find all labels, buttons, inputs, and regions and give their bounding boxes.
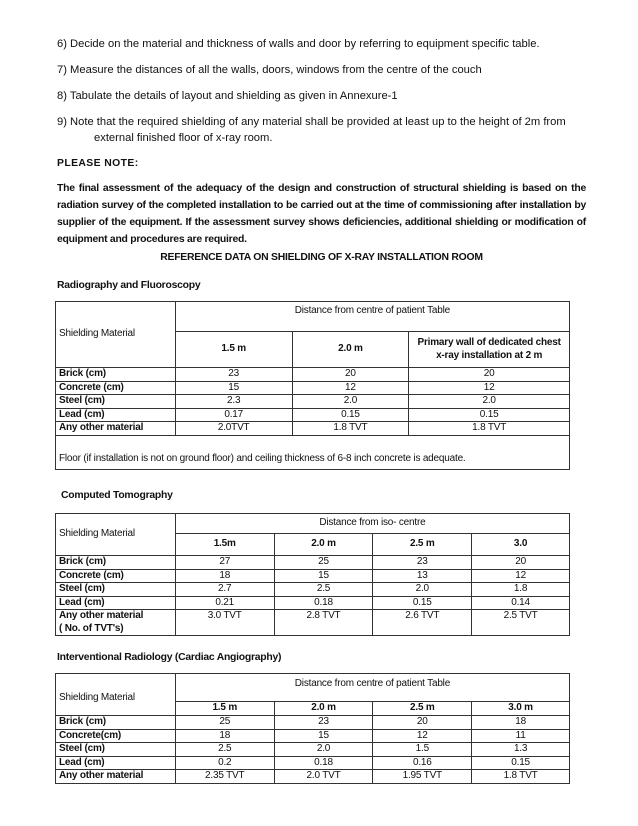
please-note-text: The final assessment of the adequacy of the design and construction of structural shielding is based on the radiation survey of the completed installation to be carried out at the time of commissioning after installation by supplier of the equipment. If the assessment survey shows deficiencies, additional shielding or modification of equipment and procedures are required. [57, 183, 586, 245]
row-label [56, 610, 176, 636]
row-label: Lead (cm) [56, 756, 176, 770]
row-label: Brick (cm) [56, 556, 176, 570]
table-cell: 0.17 [175, 408, 292, 422]
table-cell: 0.18 [274, 596, 373, 610]
distance-header: Distance from centre of patient Table [175, 302, 569, 332]
table-cell: 20 [292, 368, 409, 382]
table-cell: 0.21 [175, 596, 274, 610]
table-cell: 2.0 TVT [274, 770, 373, 784]
table-cell: 18 [175, 569, 274, 583]
point-7: 7) Measure the distances of all the walls, doors, windows from the centre of the couch [57, 64, 482, 76]
table-cell: 23 [175, 368, 292, 382]
table-cell: 2.0 [274, 743, 373, 757]
ir-title: Interventional Radiology (Cardiac Angiography) [57, 652, 282, 663]
table-cell: 1.3 [472, 743, 570, 757]
column-header: 2.5 m [373, 702, 472, 716]
row-label: Steel (cm) [56, 395, 176, 409]
table-cell: 12 [373, 729, 472, 743]
table-cell: 1.8 TVT [292, 422, 409, 436]
table-cell: 12 [409, 381, 570, 395]
table-cell: 0.15 [373, 596, 472, 610]
material-header: Shielding Material [56, 302, 176, 368]
table-cell: 20 [373, 716, 472, 730]
row-label: Lead (cm) [56, 408, 176, 422]
point-6: 6) Decide on the material and thickness of walls and door by referring to equipment specific table. [57, 38, 540, 50]
point-9 [57, 114, 586, 146]
row-label: Brick (cm) [56, 716, 176, 730]
table-cell: 12 [472, 569, 570, 583]
column-header: 2.0 m [274, 534, 373, 556]
table-cell: 1.95 TVT [373, 770, 472, 784]
table-cell: 0.15 [292, 408, 409, 422]
radiography-title: Radiography and Fluoroscopy [57, 280, 201, 291]
column-header: Primary wall of dedicated chest x-ray installation at 2 m [409, 332, 570, 368]
table-cell: 25 [274, 556, 373, 570]
table-cell: 2.0 [409, 395, 570, 409]
row-label: Lead (cm) [56, 596, 176, 610]
column-header: 1.5 m [175, 332, 292, 368]
table-cell: 25 [175, 716, 274, 730]
table-cell: 23 [274, 716, 373, 730]
row-label: Steel (cm) [56, 583, 176, 597]
column-header: 2.5 m [373, 534, 472, 556]
point-9-line1: 9) Note that the required shielding of any material shall be provided at least up to the height of 2m from [57, 116, 566, 128]
material-header: Shielding Material [56, 514, 176, 556]
please-note-heading: PLEASE NOTE: [57, 158, 139, 169]
table-cell: 15 [175, 381, 292, 395]
distance-header: Distance from iso- centre [175, 514, 569, 534]
radiography-table [55, 301, 570, 470]
column-header: 3.0 [472, 534, 570, 556]
table-cell: 2.5 [175, 743, 274, 757]
material-header: Shielding Material [56, 674, 176, 716]
table-cell: 0.14 [472, 596, 570, 610]
table-cell: 15 [274, 729, 373, 743]
column-header: 3.0 m [472, 702, 570, 716]
table-cell: 18 [175, 729, 274, 743]
table-cell: 2.0 [292, 395, 409, 409]
row-label: Steel (cm) [56, 743, 176, 757]
point-9-line2: external finished floor of x-ray room. [94, 132, 273, 144]
table-cell: 27 [175, 556, 274, 570]
column-header: 1.5m [175, 534, 274, 556]
table-cell: 2.5 [274, 583, 373, 597]
table-cell: 1.8 [472, 583, 570, 597]
table-cell: 1.8 TVT [409, 422, 570, 436]
table-cell: 20 [409, 368, 570, 382]
table-cell: 23 [373, 556, 472, 570]
table-cell: 2.5 TVT [472, 610, 570, 636]
column-header: 2.0 m [274, 702, 373, 716]
table-cell: 3.0 TVT [175, 610, 274, 636]
table-cell: 0.15 [472, 756, 570, 770]
table-cell: 20 [472, 556, 570, 570]
table-cell: 2.3 [175, 395, 292, 409]
ct-table [55, 513, 570, 636]
table-cell: 1.8 TVT [472, 770, 570, 784]
table-cell: 0.16 [373, 756, 472, 770]
floor-note: Floor (if installation is not on ground floor) and ceiling thickness of 6-8 inch concrete is adequate. [56, 435, 570, 469]
table-cell: 15 [274, 569, 373, 583]
row-label-line2: ( No. of TVT's) [59, 622, 124, 634]
table-cell: 0.2 [175, 756, 274, 770]
table-cell: 0.15 [409, 408, 570, 422]
table-cell: 2.0 [373, 583, 472, 597]
table-cell: 2.8 TVT [274, 610, 373, 636]
reference-heading: REFERENCE DATA ON SHIELDING OF X-RAY INSTALLATION ROOM [160, 252, 483, 263]
row-label: Concrete(cm) [56, 729, 176, 743]
distance-header: Distance from centre of patient Table [175, 674, 569, 702]
column-header: 1.5 m [175, 702, 274, 716]
ct-title: Computed Tomography [61, 490, 173, 501]
column-header: 2.0 m [292, 332, 409, 368]
table-cell: 2.35 TVT [175, 770, 274, 784]
table-cell: 11 [472, 729, 570, 743]
table-cell: 12 [292, 381, 409, 395]
row-label: Concrete (cm) [56, 381, 176, 395]
table-cell: 2.6 TVT [373, 610, 472, 636]
table-cell: 2.0TVT [175, 422, 292, 436]
table-cell: 0.18 [274, 756, 373, 770]
table-cell: 13 [373, 569, 472, 583]
row-label: Concrete (cm) [56, 569, 176, 583]
table-cell: 2.7 [175, 583, 274, 597]
row-label: Brick (cm) [56, 368, 176, 382]
table-cell: 18 [472, 716, 570, 730]
ir-table [55, 673, 570, 784]
point-8: 8) Tabulate the details of layout and shielding as given in Annexure-1 [57, 90, 398, 102]
table-cell: 1.5 [373, 743, 472, 757]
row-label: Any other material [56, 770, 176, 784]
row-label: Any other material [56, 422, 176, 436]
row-label-line1: Any other material [59, 610, 144, 621]
